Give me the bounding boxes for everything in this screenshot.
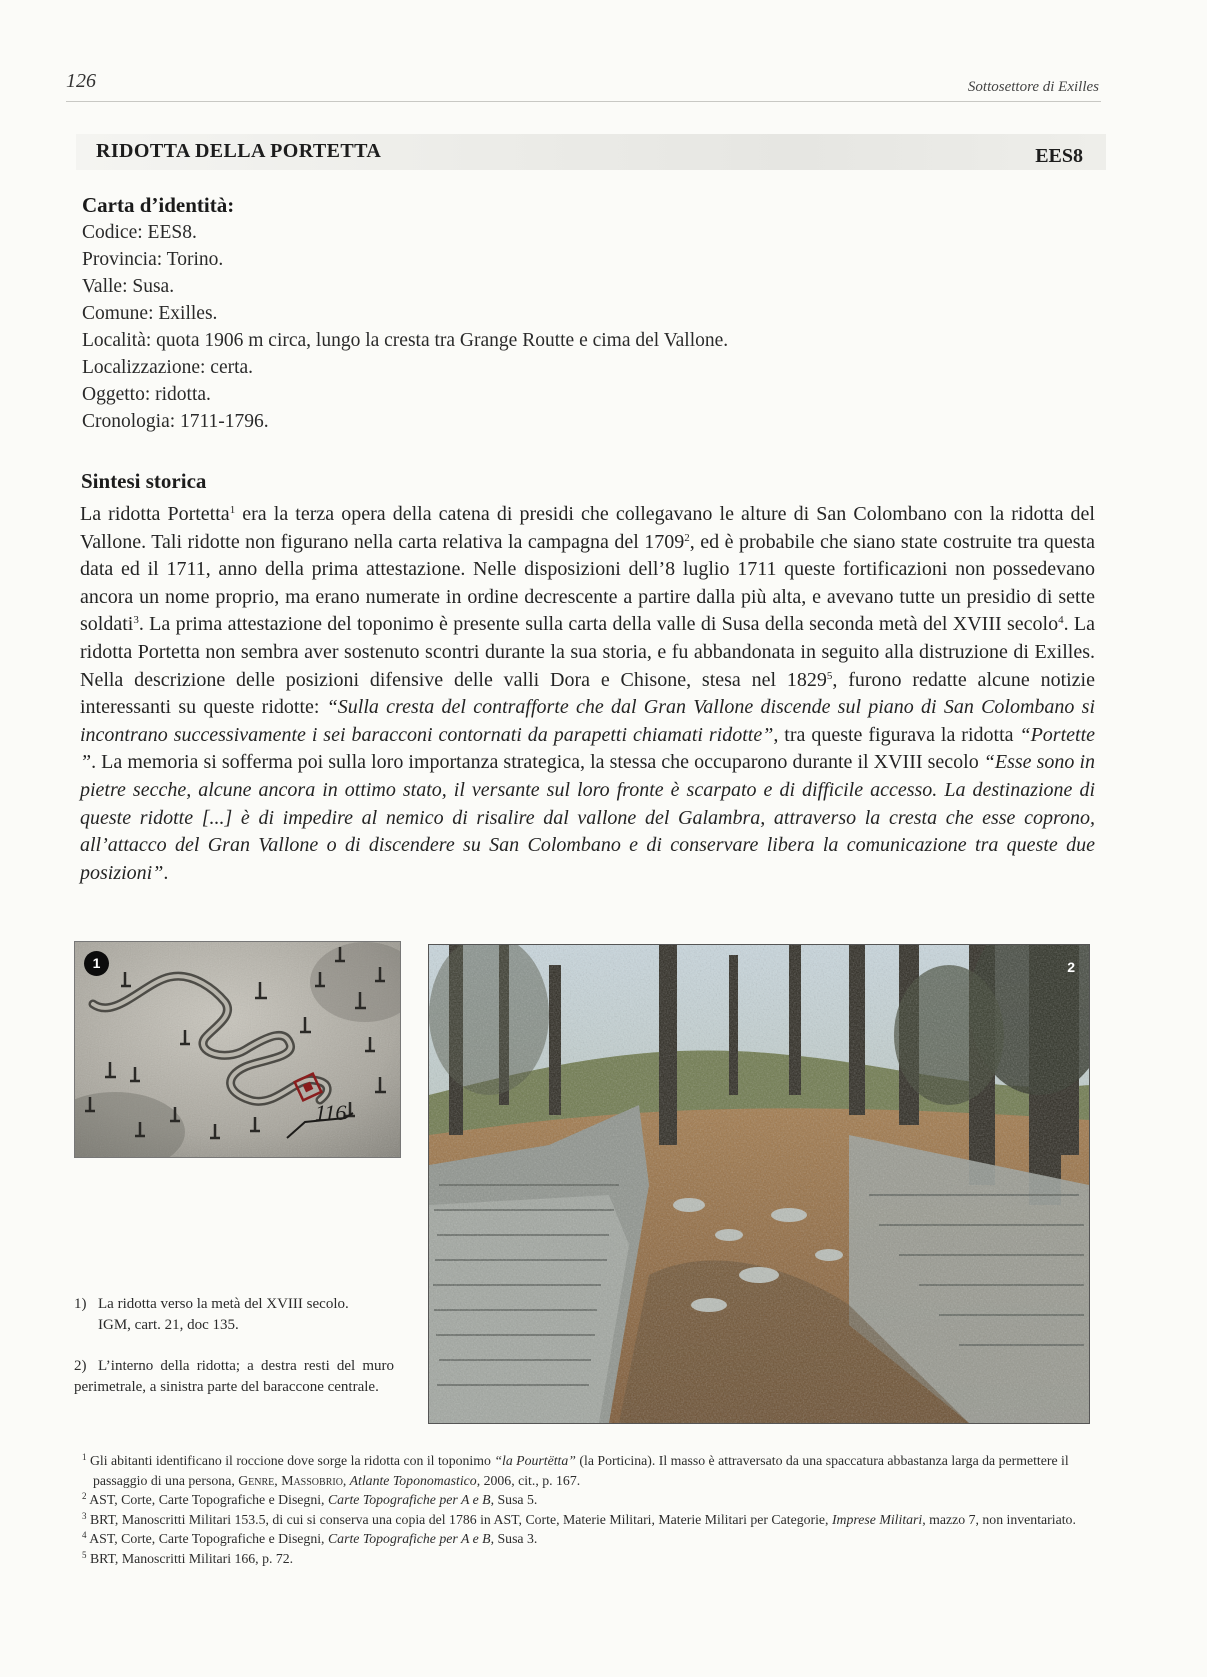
footnote-ref[interactable]: 2 — [684, 531, 690, 544]
history-heading: Sintesi storica — [81, 469, 207, 493]
figure-2-caption: 2) L’interno della ridotta; a destra resti del muro perimetrale, a sinistra parte del baraccone centrale. — [74, 1358, 394, 1395]
history-paragraph: La ridotta Portetta$^1$ era la terza opera della catena di presidi che collegavano le alture di San Colombano con la ridotta del Vallone. Tali ridotte non figurano nella carta relativa la campagna del 1709$^2$, ed è probabile che siano state costruite tra questa data ed il 1711, anno della prima attestazione. Nelle disposizioni dell’8 luglio 1711 queste fortificazioni non possedevano ancora un nome proprio, ma erano numerate in ordine decrescente a partire dalla più alta, e avevano tutte un presidio di sette soldati$^3$. La prima attestazione del toponimo è presente sulla carta della valle di Susa della seconda metà del XVIII secolo$^4$. La ridotta Portetta non sembra aver sostenuto scontri durante la sua storia, e fu abbandonata in seguito alla distruzione di Exilles. Nella descrizione delle posizioni difensive delle valli Dora e Chisone, stesa nel 1829$^5$, furono redatte alcune notizie interessanti su queste ridotte: “Sulla cresta del contrafforte che dal Gran Vallone discende sul piano di San Colombano si incontrano successivamente i sei baracconi contornati da parapetti chiamati ridotte”, tra queste figurava la ridotta “Portette ”. La memoria si sofferma poi sulla loro importanza strategica, la stessa che occuparono durante il XVIII secolo “Esse sono in pietre secche, alcune ancora in ottimo stato, il versante sul loro fronte è scarpato e di difficile accesso. La destinazione di queste ridotte [...] è di impedire al nemico di risalire dal vallone del Galambra, attraverso la cresta che esse coprono, all’attacco del Gran Vallone o di discendere su San Colombano e di conservare libera la comunicazione tra queste due posizioni”. — [80, 503, 1096, 884]
caption-number: 1) — [74, 1296, 87, 1312]
footnote-ref[interactable]: 3 — [133, 614, 139, 627]
identity-line: Codice: EES8. — [82, 222, 197, 243]
footnote-ref[interactable]: 5 — [826, 669, 833, 682]
identity-line: Provincia: Torino. — [82, 249, 224, 270]
footnote: $^3$ BRT, Manoscritti Militari 153.5, di cui si conserva una copia del 1786 in AST, Corte, Materie Militari, Materie Militari per Categorie, Imprese Militari, mazzo 7, non inventariato. — [82, 1510, 1076, 1527]
historic-map-image — [75, 942, 400, 1157]
running-title: Sottosettore di Exilles — [967, 79, 1099, 95]
footnote: $^2$ AST, Corte, Carte Topografiche e Disegni, Carte Topografiche per A e B, Susa 5. — [82, 1491, 538, 1507]
quotation: “Sulla cresta del contrafforte che dal Gran Vallone discende sul piano di San Colombano si incontrano successivamente i sei baracconi contornati da parapetti chiamati ridotte” — [80, 696, 1095, 746]
footnotes — [82, 1451, 1092, 1568]
quotation: “Esse sono in pietre secche, alcune ancora in ottimo stato, il versante sul loro fronte è scarpato e di difficile accesso. La destinazione di queste ridotte [...] è di impedire al nemico di risalire dal vallone del Galambra, attraverso la cresta che esse coprono, all’attacco del Gran Vallone o di discendere su San Colombano e di conservare libera la comunicazione tra queste due posizioni” — [80, 751, 1096, 884]
identity-line: Comune: Exilles. — [82, 303, 218, 324]
identity-card — [82, 192, 1002, 435]
page-title: RIDOTTA DELLA PORTETTA — [96, 140, 382, 162]
figure-1-caption: 1) La ridotta verso la metà del XVIII secolo. IGM, cart. 21, doc 135. — [74, 1296, 349, 1333]
caption-number: 2) — [74, 1358, 87, 1374]
identity-line: Localizzazione: certa. — [82, 357, 254, 378]
identity-heading: Carta d’identità: — [82, 193, 235, 217]
quotation: “Portette ” — [80, 723, 1095, 774]
header-rule — [66, 101, 1101, 102]
footnote: $^1$ Gli abitanti identificano il roccione dove sorge la ridotta con il toponimo “la Pourtëtta” (la Porticina). Il masso è attraversato da una spaccatura abbastanza larga da permettere il passaggio di una persona, Genre, Massobrio, Atlante Toponomastico, 2006, cit., p. 167. — [82, 1452, 1069, 1488]
footnote: $^5$ BRT, Manoscritti Militari 166, p. 72. — [82, 1549, 294, 1566]
figure-2-photo — [428, 944, 1090, 1424]
figure-1-map — [74, 941, 401, 1158]
footnote-ref[interactable]: 1 — [229, 504, 236, 516]
site-code: EES8 — [1035, 145, 1083, 167]
identity-line: Oggetto: ridotta. — [82, 384, 211, 405]
figure-2-badge: 2 — [1067, 959, 1075, 975]
page-number: 126 — [66, 70, 96, 92]
identity-line: Valle: Susa. — [82, 276, 175, 297]
map-label-116: 116 — [315, 1100, 347, 1125]
identity-line: Cronologia: 1711-1796. — [82, 411, 269, 432]
figure-1-badge: 1 — [84, 951, 109, 976]
footnote: $^4$ AST, Corte, Carte Topografiche e Disegni, Carte Topografiche per A e B, Susa 3. — [82, 1530, 538, 1546]
redoubt-photo-image — [429, 945, 1089, 1423]
identity-line: Località: quota 1906 m circa, lungo la cresta tra Grange Routte e cima del Vallone. — [82, 330, 729, 351]
footnote-ref[interactable]: 4 — [1058, 614, 1064, 627]
